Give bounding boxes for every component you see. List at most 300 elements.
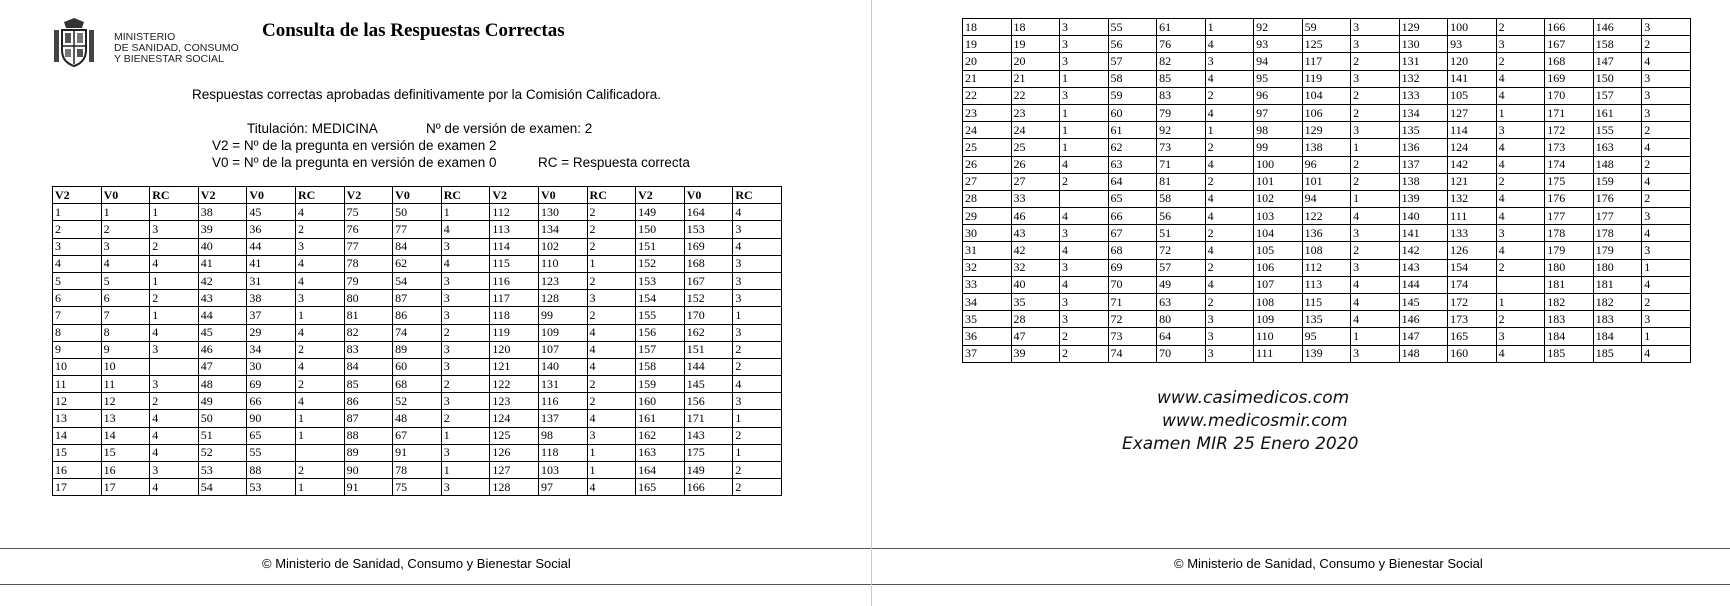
table-cell: 150 — [1593, 70, 1642, 87]
column-header: V2 — [636, 187, 685, 204]
table-cell: 99 — [538, 307, 587, 324]
table-cell: 54 — [393, 272, 442, 289]
table-cell: 2 — [587, 238, 636, 255]
table-cell: 1 — [295, 427, 344, 444]
table-cell: 38 — [247, 290, 296, 307]
table-cell: 113 — [490, 221, 539, 238]
table-cell: 122 — [490, 376, 539, 393]
table-cell: 158 — [1593, 36, 1642, 53]
table-cell: 92 — [1157, 122, 1206, 139]
table-cell: 3 — [733, 324, 782, 341]
table-cell: 2 — [1642, 190, 1691, 207]
table-cell: 3 — [1642, 19, 1691, 36]
table-cell: 4 — [295, 324, 344, 341]
table-cell: 3 — [1205, 345, 1254, 362]
table-cell: 1 — [441, 427, 490, 444]
table-cell: 74 — [393, 324, 442, 341]
table-cell: 68 — [1108, 242, 1157, 259]
table-cell: 2 — [1205, 259, 1254, 276]
table-cell: 4 — [1496, 345, 1545, 362]
table-cell: 88 — [344, 427, 393, 444]
table-cell: 146 — [1399, 311, 1448, 328]
table-cell: 181 — [1593, 276, 1642, 293]
table-cell: 75 — [344, 204, 393, 221]
table-cell: 167 — [684, 272, 733, 289]
table-cell: 86 — [393, 307, 442, 324]
table-cell: 178 — [1593, 225, 1642, 242]
table-cell: 97 — [538, 479, 587, 496]
table-cell: 77 — [393, 221, 442, 238]
table-row — [963, 19, 1691, 36]
table-cell: 53 — [198, 462, 247, 479]
table-cell: 56 — [1157, 208, 1206, 225]
table-cell: 131 — [1399, 53, 1448, 70]
table-cell: 4 — [441, 255, 490, 272]
table-cell: 146 — [1593, 19, 1642, 36]
table-cell: 22 — [963, 87, 1012, 104]
table-cell: 1 — [1642, 259, 1691, 276]
table-cell: 86 — [344, 393, 393, 410]
table-row — [53, 462, 782, 479]
table-cell: 138 — [1399, 173, 1448, 190]
table-cell: 2 — [1496, 311, 1545, 328]
table-cell: 4 — [101, 255, 150, 272]
table-cell: 20 — [1011, 53, 1060, 70]
table-cell: 105 — [1448, 87, 1497, 104]
table-cell: 2 — [587, 307, 636, 324]
table-cell: 21 — [963, 70, 1012, 87]
table-cell: 114 — [1448, 122, 1497, 139]
table-cell: 151 — [684, 341, 733, 358]
table-cell: 4 — [1205, 242, 1254, 259]
table-cell: 1 — [1205, 19, 1254, 36]
table-cell: 115 — [1302, 294, 1351, 311]
legend-rc: RC = Respuesta correcta — [538, 155, 690, 170]
table-row — [53, 324, 782, 341]
table-cell: 152 — [636, 255, 685, 272]
table-cell: 162 — [684, 324, 733, 341]
table-cell: 81 — [1157, 173, 1206, 190]
table-cell: 31 — [963, 242, 1012, 259]
table-row — [963, 294, 1691, 311]
table-cell: 155 — [1593, 122, 1642, 139]
table-cell: 154 — [1448, 259, 1497, 276]
table-cell: 156 — [636, 324, 685, 341]
table-cell: 79 — [1157, 104, 1206, 121]
table-row — [53, 479, 782, 496]
table-cell: 3 — [587, 427, 636, 444]
table-cell: 101 — [1254, 173, 1303, 190]
table-cell: 133 — [1399, 87, 1448, 104]
table-cell: 3 — [150, 462, 199, 479]
table-row — [963, 190, 1691, 207]
table-cell: 46 — [198, 341, 247, 358]
table-cell: 1 — [1060, 139, 1109, 156]
table-cell: 26 — [1011, 156, 1060, 173]
table-cell: 4 — [1205, 70, 1254, 87]
table-cell: 49 — [1157, 276, 1206, 293]
table-row — [963, 122, 1691, 139]
table-cell: 182 — [1593, 294, 1642, 311]
table-cell: 92 — [1254, 19, 1303, 36]
table-cell: 100 — [1254, 156, 1303, 173]
table-row — [53, 204, 782, 221]
table-cell: 102 — [1254, 190, 1303, 207]
table-cell: 25 — [963, 139, 1012, 156]
table-row — [53, 358, 782, 375]
table-cell: 125 — [1302, 36, 1351, 53]
table-cell: 4 — [295, 358, 344, 375]
table-cell: 6 — [53, 290, 102, 307]
column-header: V2 — [198, 187, 247, 204]
table-cell: 149 — [684, 462, 733, 479]
table-cell: 3 — [1642, 87, 1691, 104]
table-cell: 142 — [1399, 242, 1448, 259]
table-cell: 3 — [441, 479, 490, 496]
table-cell: 130 — [1399, 36, 1448, 53]
table-cell: 5 — [53, 272, 102, 289]
table-cell: 3 — [1060, 19, 1109, 36]
table-cell: 171 — [684, 410, 733, 427]
table-cell: 18 — [1011, 19, 1060, 36]
footer-rule-top — [0, 548, 871, 549]
table-row — [963, 70, 1691, 87]
column-header: RC — [295, 187, 344, 204]
table-cell: 4 — [1642, 276, 1691, 293]
table-cell: 174 — [1545, 156, 1594, 173]
table-cell: 30 — [247, 358, 296, 375]
table-cell: 66 — [1108, 208, 1157, 225]
table-cell: 185 — [1593, 345, 1642, 362]
table-cell: 1 — [441, 204, 490, 221]
table-cell: 3 — [1642, 242, 1691, 259]
table-cell: 93 — [1254, 36, 1303, 53]
table-cell: 59 — [1108, 87, 1157, 104]
table-cell: 3 — [1642, 70, 1691, 87]
table-cell: 29 — [963, 208, 1012, 225]
table-cell: 2 — [1351, 87, 1400, 104]
table-cell: 120 — [490, 341, 539, 358]
table-cell: 166 — [684, 479, 733, 496]
table-cell: 3 — [441, 393, 490, 410]
table-cell: 147 — [1399, 328, 1448, 345]
table-cell: 140 — [538, 358, 587, 375]
table-cell: 131 — [538, 376, 587, 393]
table-cell: 4 — [150, 444, 199, 461]
table-cell: 15 — [101, 444, 150, 461]
table-cell: 3 — [1351, 70, 1400, 87]
table-cell: 149 — [636, 204, 685, 221]
table-cell: 3 — [1205, 328, 1254, 345]
table-cell: 62 — [393, 255, 442, 272]
table-cell: 2 — [1060, 173, 1109, 190]
table-cell: 129 — [1399, 19, 1448, 36]
table-cell: 126 — [1448, 242, 1497, 259]
column-header: V0 — [393, 187, 442, 204]
table-cell: 83 — [1157, 87, 1206, 104]
table-cell: 137 — [1399, 156, 1448, 173]
table-cell: 2 — [1205, 139, 1254, 156]
table-cell: 3 — [1351, 19, 1400, 36]
table-cell: 4 — [295, 393, 344, 410]
table-cell: 2 — [1351, 242, 1400, 259]
table-cell: 170 — [684, 307, 733, 324]
table-cell: 8 — [53, 324, 102, 341]
table-cell: 1 — [1060, 70, 1109, 87]
table-cell: 3 — [733, 221, 782, 238]
table-cell: 4 — [295, 272, 344, 289]
table-row — [963, 311, 1691, 328]
table-cell: 2 — [1060, 328, 1109, 345]
table-cell: 14 — [53, 427, 102, 444]
table-cell: 1 — [733, 307, 782, 324]
table-cell: 143 — [1399, 259, 1448, 276]
table-cell: 114 — [490, 238, 539, 255]
table-cell: 4 — [587, 479, 636, 496]
table-row — [53, 272, 782, 289]
table-cell: 3 — [441, 307, 490, 324]
table-cell: 104 — [1254, 225, 1303, 242]
table-cell: 2 — [1496, 19, 1545, 36]
table-cell: 12 — [101, 393, 150, 410]
table-cell: 31 — [247, 272, 296, 289]
table-cell: 4 — [1205, 208, 1254, 225]
table-cell: 98 — [538, 427, 587, 444]
table-cell: 28 — [1011, 311, 1060, 328]
table-cell: 113 — [1302, 276, 1351, 293]
table-cell: 150 — [636, 221, 685, 238]
table-cell: 4 — [587, 324, 636, 341]
table-row — [53, 221, 782, 238]
table-cell: 124 — [490, 410, 539, 427]
table-cell: 39 — [198, 221, 247, 238]
table-cell: 106 — [1254, 259, 1303, 276]
table-cell: 175 — [1545, 173, 1594, 190]
table-cell: 2 — [1351, 104, 1400, 121]
table-cell: 163 — [636, 444, 685, 461]
document-page-right — [872, 0, 1730, 606]
table-cell: 3 — [441, 272, 490, 289]
table-cell: 2 — [150, 393, 199, 410]
table-cell: 28 — [963, 190, 1012, 207]
table-cell: 90 — [247, 410, 296, 427]
table-cell: 95 — [1302, 328, 1351, 345]
approved-text: Respuestas correctas aprobadas definitivamente por la Comisión Calificadora. — [192, 87, 661, 102]
table-cell: 54 — [198, 479, 247, 496]
table-cell: 135 — [1399, 122, 1448, 139]
table-row — [963, 259, 1691, 276]
table-cell: 30 — [963, 225, 1012, 242]
table-cell: 51 — [198, 427, 247, 444]
table-cell: 112 — [1302, 259, 1351, 276]
table-cell: 3 — [295, 290, 344, 307]
table-cell: 2 — [1205, 225, 1254, 242]
table-cell: 108 — [1254, 294, 1303, 311]
table-cell: 123 — [538, 272, 587, 289]
table-cell: 2 — [295, 221, 344, 238]
table-cell: 4 — [150, 324, 199, 341]
table-cell: 107 — [538, 341, 587, 358]
table-cell: 127 — [490, 462, 539, 479]
table-cell: 122 — [1302, 208, 1351, 225]
table-cell: 3 — [150, 376, 199, 393]
copyright-footer: © Ministerio de Sanidad, Consumo y Bienestar Social — [262, 556, 571, 571]
table-cell — [150, 358, 199, 375]
table-cell: 2 — [587, 272, 636, 289]
table-cell: 4 — [1496, 139, 1545, 156]
table-cell: 26 — [963, 156, 1012, 173]
table-cell: 57 — [1108, 53, 1157, 70]
table-cell: 3 — [53, 238, 102, 255]
table-cell: 44 — [247, 238, 296, 255]
table-cell: 1 — [587, 255, 636, 272]
table-cell: 58 — [1108, 70, 1157, 87]
table-cell: 4 — [1642, 345, 1691, 362]
table-cell: 4 — [295, 204, 344, 221]
ministry-logo — [48, 16, 238, 68]
table-cell: 140 — [1399, 208, 1448, 225]
column-header: V0 — [247, 187, 296, 204]
table-cell: 58 — [1157, 190, 1206, 207]
table-cell: 155 — [636, 307, 685, 324]
table-cell: 3 — [733, 255, 782, 272]
table-cell: 5 — [101, 272, 150, 289]
ministry-name: MINISTERIO DE SANIDAD, CONSUMO Y BIENESTAR SOCIAL — [114, 31, 239, 65]
table-cell: 133 — [1448, 225, 1497, 242]
table-cell: 111 — [1254, 345, 1303, 362]
table-cell: 182 — [1545, 294, 1594, 311]
table-cell: 134 — [538, 221, 587, 238]
table-cell: 2 — [1205, 294, 1254, 311]
table-cell: 50 — [198, 410, 247, 427]
table-cell: 94 — [1302, 190, 1351, 207]
table-cell: 4 — [1496, 190, 1545, 207]
table-cell: 4 — [150, 427, 199, 444]
table-cell: 4 — [1205, 36, 1254, 53]
table-cell: 9 — [101, 341, 150, 358]
table-cell: 169 — [1545, 70, 1594, 87]
table-row — [53, 307, 782, 324]
table-cell: 165 — [636, 479, 685, 496]
table-cell: 52 — [198, 444, 247, 461]
table-cell: 172 — [1545, 122, 1594, 139]
table-cell: 3 — [441, 238, 490, 255]
table-cell: 19 — [963, 36, 1012, 53]
table-cell: 2 — [53, 221, 102, 238]
table-cell: 3 — [150, 221, 199, 238]
table-row — [53, 410, 782, 427]
table-cell: 126 — [490, 444, 539, 461]
table-cell: 121 — [1448, 173, 1497, 190]
table-cell: 174 — [1448, 276, 1497, 293]
answers-table-left — [52, 186, 782, 496]
table-cell: 3 — [1642, 208, 1691, 225]
table-cell: 164 — [684, 204, 733, 221]
table-cell: 3 — [1642, 104, 1691, 121]
table-cell: 4 — [1060, 276, 1109, 293]
table-cell: 136 — [1302, 225, 1351, 242]
table-cell: 33 — [963, 276, 1012, 293]
table-cell: 2 — [733, 462, 782, 479]
table-cell: 21 — [1011, 70, 1060, 87]
table-cell: 112 — [490, 204, 539, 221]
table-cell: 158 — [636, 358, 685, 375]
table-cell: 41 — [198, 255, 247, 272]
table-cell — [1496, 276, 1545, 293]
table-cell: 35 — [963, 311, 1012, 328]
table-cell: 157 — [636, 341, 685, 358]
table-cell: 1 — [101, 204, 150, 221]
table-cell: 4 — [1351, 294, 1400, 311]
table-cell: 25 — [1011, 139, 1060, 156]
table-cell: 73 — [1157, 139, 1206, 156]
table-cell: 110 — [538, 255, 587, 272]
table-cell: 151 — [636, 238, 685, 255]
table-cell: 1 — [1351, 190, 1400, 207]
table-cell: 70 — [1157, 345, 1206, 362]
table-cell: 94 — [1254, 53, 1303, 70]
table-cell: 52 — [393, 393, 442, 410]
table-cell: 168 — [684, 255, 733, 272]
table-cell: 73 — [1108, 328, 1157, 345]
table-cell: 91 — [344, 479, 393, 496]
table-cell: 87 — [344, 410, 393, 427]
table-cell: 2 — [1205, 173, 1254, 190]
table-cell: 80 — [344, 290, 393, 307]
table-cell: 69 — [247, 376, 296, 393]
table-cell: 39 — [1011, 345, 1060, 362]
table-cell: 103 — [538, 462, 587, 479]
table-row — [963, 276, 1691, 293]
table-row — [963, 208, 1691, 225]
exam-date-text: Examen MIR 25 Enero 2020 — [1122, 434, 1359, 454]
table-cell: 45 — [198, 324, 247, 341]
table-cell: 36 — [247, 221, 296, 238]
table-cell: 84 — [344, 358, 393, 375]
table-cell — [1060, 190, 1109, 207]
table-cell: 2 — [441, 410, 490, 427]
table-cell: 47 — [1011, 328, 1060, 345]
table-cell: 3 — [441, 444, 490, 461]
table-row — [963, 139, 1691, 156]
table-cell: 160 — [636, 393, 685, 410]
website-casimedicos: www.casimedicos.com — [1157, 388, 1350, 408]
table-row — [53, 255, 782, 272]
table-cell: 115 — [490, 255, 539, 272]
table-cell: 159 — [636, 376, 685, 393]
table-cell: 6 — [101, 290, 150, 307]
table-cell: 2 — [295, 376, 344, 393]
table-cell: 19 — [1011, 36, 1060, 53]
table-cell: 8 — [101, 324, 150, 341]
table-row — [53, 427, 782, 444]
table-cell: 101 — [1302, 173, 1351, 190]
table-cell: 97 — [1254, 104, 1303, 121]
table-cell: 60 — [393, 358, 442, 375]
table-row — [53, 444, 782, 461]
table-cell: 1 — [1496, 104, 1545, 121]
table-cell: 136 — [1399, 139, 1448, 156]
table-cell: 1 — [150, 204, 199, 221]
table-cell: 116 — [538, 393, 587, 410]
table-cell: 165 — [1448, 328, 1497, 345]
table-row — [963, 328, 1691, 345]
table-cell: 56 — [1108, 36, 1157, 53]
table-cell: 9 — [53, 341, 102, 358]
table-cell: 24 — [1011, 122, 1060, 139]
table-cell: 33 — [1011, 190, 1060, 207]
table-cell: 104 — [1302, 87, 1351, 104]
